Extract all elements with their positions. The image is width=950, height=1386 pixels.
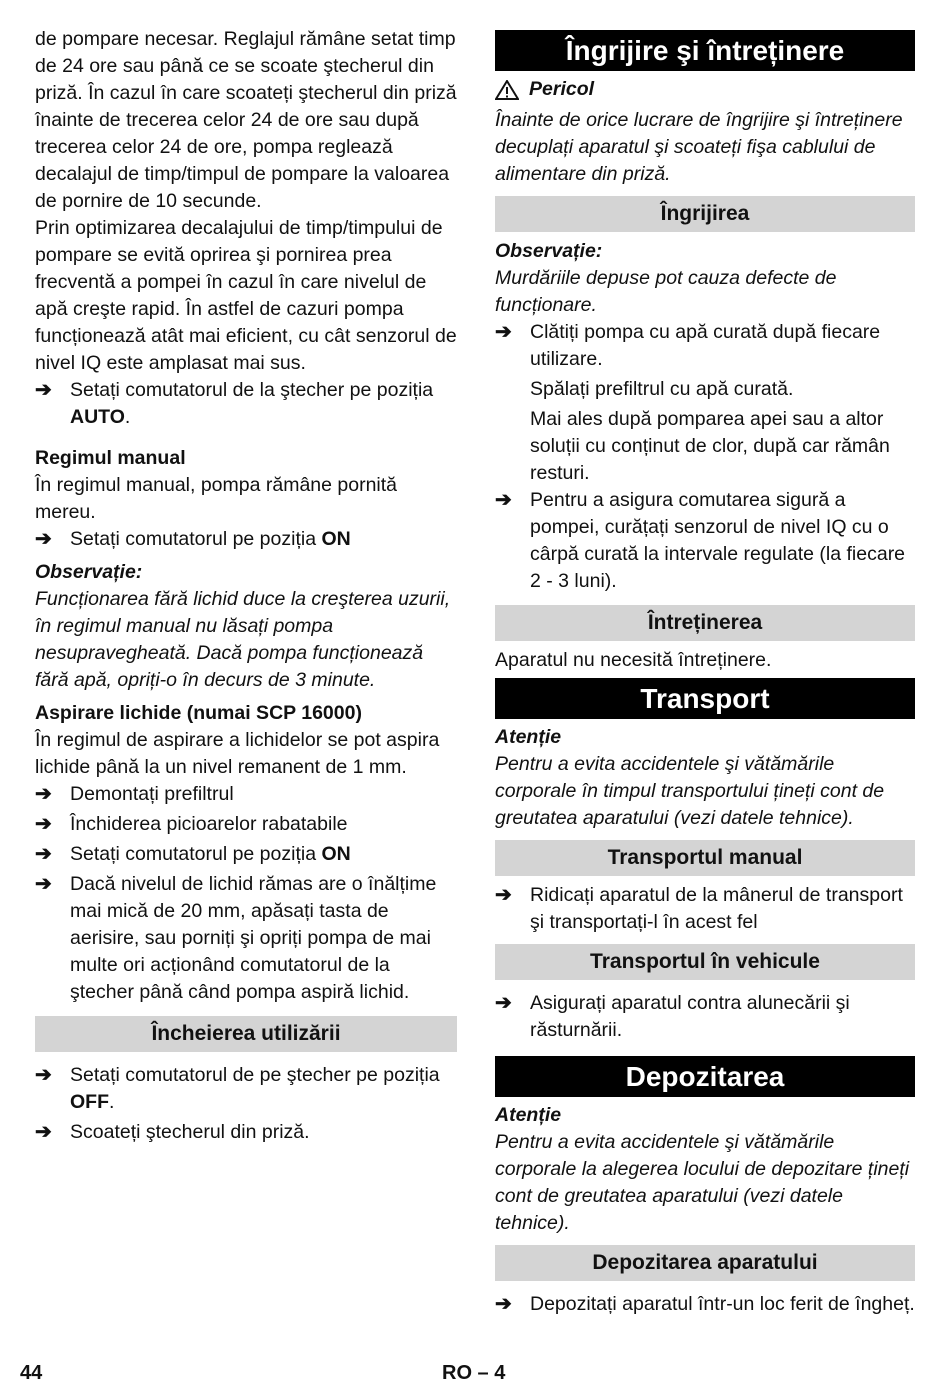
section-subheading: Întreținerea (495, 605, 915, 641)
arrow-right-icon: ➔ (35, 1121, 52, 1143)
paragraph: Prin optimizarea decalajului de timp/timpului de pompare se evită oprirea şi pornirea prea frecventă a pompei în cazul în care nivelul de apă creşte rapid. În astfel de cazuri pompa funcționează atât mai eficient, cu cât senzorul de nivel IQ este amplasat mai sus. (35, 217, 457, 374)
left-column (35, 26, 457, 1146)
arrow-right-icon: ➔ (495, 884, 512, 906)
instruction-step: ➔ Setați comutatorul pe poziția ON (35, 526, 457, 553)
paragraph: În regimul de aspirare a lichidelor se pot aspira lichide până la un nivel remanent de 1 mm. (35, 729, 440, 778)
instruction-continuation: Mai ales după pomparea apei sau a altor soluții cu conținut de clor, după car rămân resturi. (530, 408, 890, 484)
language-page-label: RO – 4 (442, 1362, 506, 1384)
section-heading: Depozitarea (495, 1056, 915, 1097)
arrow-right-icon: ➔ (495, 489, 512, 511)
instruction-step: ➔ Clătiți pompa cu apă curată după fiecare utilizare. (495, 321, 881, 370)
section-subtitle: Aspirare lichide (numai SCP 16000) (35, 702, 362, 724)
instruction-step: ➔ Scoateți ştecherul din priză. (35, 1119, 457, 1146)
note-heading: Observație: (495, 240, 603, 262)
attention-label: Atenție (495, 726, 562, 748)
instruction-step: ➔ Ridicați aparatul de la mânerul de transport şi transportați-l în acest fel (495, 884, 903, 933)
instruction-step: ➔ Dacă nivelul de lichid rămas are o înălțime mai mică de 20 mm, apăsați tasta de aerisire, sau porniți şi opriți pompa de mai multe ori acționând comutatorul de la ştecher până când pompa aspiră lichid. (35, 873, 437, 1003)
section-subheading: Transportul manual (495, 840, 915, 876)
arrow-right-icon: ➔ (35, 873, 52, 895)
note-heading: Observație: (35, 561, 143, 583)
instruction-continuation: Spălați prefiltrul cu apă curată. (530, 378, 794, 400)
instruction-step: ➔ Setați comutatorul de la ştecher pe poziția AUTO. (35, 379, 434, 428)
arrow-right-icon: ➔ (495, 321, 512, 343)
arrow-right-icon: ➔ (495, 1293, 512, 1315)
instruction-step: ➔ Asigurați aparatul contra alunecării şi răsturnării. (495, 992, 850, 1041)
danger-text: Înainte de orice lucrare de îngrijire şi întreținere decuplați aparatul şi scoateți fişa cablului de alimentare din priză. (495, 109, 903, 185)
right-column (495, 30, 915, 1318)
arrow-right-icon: ➔ (35, 379, 52, 401)
section-heading: Încheierea utilizării (35, 1016, 457, 1052)
instruction-step: ➔ Închiderea picioarelor rabatabile (35, 811, 457, 838)
arrow-right-icon: ➔ (35, 528, 52, 550)
section-subtitle: Regimul manual (35, 447, 186, 469)
note-text: Funcționarea fără lichid duce la creşterea uzurii, în regimul manual nu lăsați pompa nesupravegheată. Dacă pompa funcționează fără apă, opriți-o în decurs de 3 minute. (35, 588, 451, 691)
arrow-right-icon: ➔ (35, 843, 52, 865)
instruction-step: ➔ Depozitați aparatul într-un loc ferit de îngheț. (495, 1291, 915, 1318)
paragraph: de pompare necesar. Reglajul rămâne setat timp de 24 ore sau până ce se scoate ştecherul din priză. În cazul în care scoateți ştecherul din priză înainte de trecerea celor 24 de ore sau după trecerea celor 24 de ore, pompa reglează decalajul de timp/timpul de pompare la valoarea de pornire de 10 secunde. (35, 28, 457, 212)
attention-text: Pentru a evita accidentele şi vătămările corporale la alegerea locului de depozitare țineți cont de greutatea aparatului (vezi datele tehnice). (495, 1131, 910, 1234)
attention-text: Pentru a evita accidentele şi vătămările corporale în timpul transportului țineți cont de greutatea aparatului (vezi datele tehnice). (495, 753, 885, 829)
page-number: 44 (20, 1362, 43, 1384)
instruction-step: ➔ Demontați prefiltrul (35, 781, 457, 808)
warning-triangle-icon (495, 80, 519, 100)
section-subheading: Transportul în vehicule (495, 944, 915, 980)
instruction-step: ➔ Setați comutatorul pe poziția ON (35, 841, 457, 868)
paragraph: Aparatul nu necesită întreținere. (495, 649, 772, 671)
instruction-step: ➔ Setați comutatorul de pe ştecher pe poziția OFF. (35, 1064, 440, 1113)
section-subheading: Depozitarea aparatului (495, 1245, 915, 1281)
section-heading: Transport (495, 678, 915, 719)
attention-label: Atenție (495, 1104, 562, 1126)
danger-label: Pericol (495, 76, 915, 103)
arrow-right-icon: ➔ (495, 992, 512, 1014)
note-text: Murdăriile depuse pot cauza defecte de funcționare. (495, 267, 837, 316)
section-heading: Îngrijire şi întreținere (495, 30, 915, 71)
arrow-right-icon: ➔ (35, 783, 52, 805)
arrow-right-icon: ➔ (35, 1064, 52, 1086)
section-subheading: Îngrijirea (495, 196, 915, 232)
paragraph: În regimul manual, pompa rămâne pornită mereu. (35, 474, 398, 523)
instruction-step: ➔ Pentru a asigura comutarea sigură a pompei, curățați senzorul de nivel IQ cu o cârpă curată la intervale regulate (la fiecare 2 - 3 luni). (495, 489, 906, 592)
arrow-right-icon: ➔ (35, 813, 52, 835)
